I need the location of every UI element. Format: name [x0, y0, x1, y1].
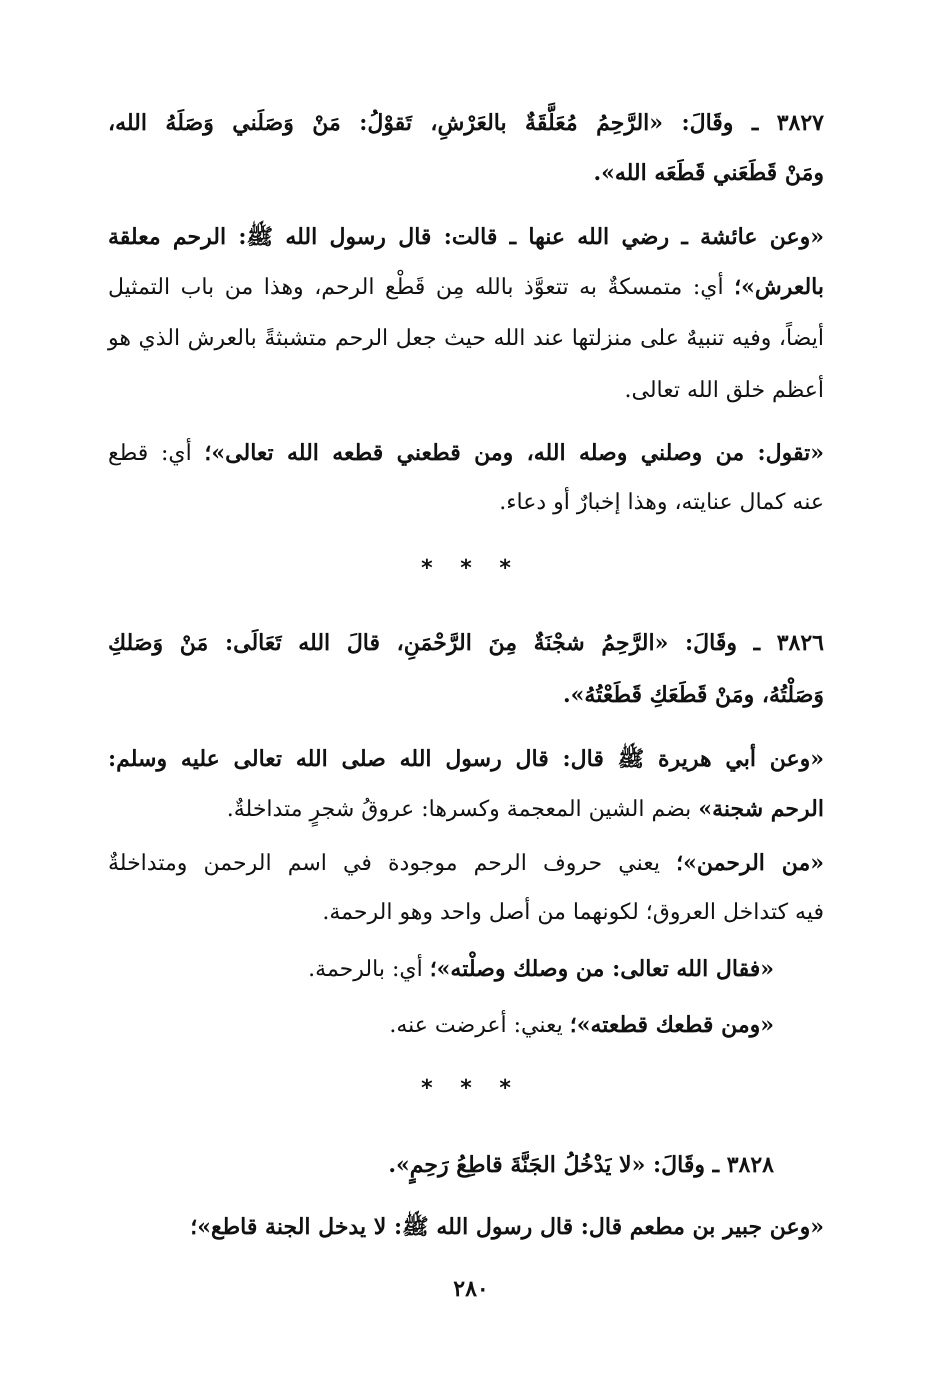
commentary-text: أي: متمسكةٌ به تتعوَّذ بالله مِن قَطْع الرحم، وهذا من باب التمثيل: [108, 275, 735, 300]
hadith-3826-sharh3-line: [308, 954, 774, 985]
quoted-phrase: «من الرحمن»؛: [676, 850, 824, 876]
hadith-3828-sharh-line: «وعن جبير بن مطعم قال: قال رسول الله ﷺ: لا يدخل الجنة قاطع»؛: [190, 1214, 824, 1240]
commentary-text: يعني: أعرضت عنه.: [389, 1013, 570, 1038]
page-number: ٢٨٠: [453, 1276, 489, 1302]
quoted-phrase: «فقال الله تعالى: من وصلك وصلْته»؛: [429, 956, 774, 982]
hadith-3827-sharh2-line-2: عنه كمال عنايته، وهذا إخبارٌ أو دعاء.: [499, 490, 824, 515]
hadith-3826-sharh-line-2: [227, 794, 824, 825]
hadith-3827-sharh-line-3: أيضاً، وفيه تنبيهٌ على منزلتها عند الله حيث جعل الرحم متشبثةً بالعرش الذي هو: [108, 326, 824, 351]
hadith-3827-matn-line-2: ومَنْ قَطَعَني قَطَعَه الله».: [593, 160, 824, 186]
commentary-text: أي: قطع: [108, 441, 205, 466]
quoted-phrase: الرحم شجنة»: [698, 796, 824, 822]
quoted-phrase: «ومن قطعك قطعته»؛: [569, 1012, 774, 1038]
quoted-phrase: «تقول: من وصلني وصله الله، ومن قطعني قطعه الله تعالى»؛: [204, 440, 824, 466]
hadith-3826-sharh4-line: [389, 1010, 774, 1041]
commentary-text: أي: بالرحمة.: [308, 957, 430, 982]
commentary-text: يعني حروف الرحم موجودة في اسم الرحمن ومتداخلةٌ: [108, 851, 677, 876]
hadith-3826-sharh-line-1: «وعن أبي هريرة ﷺ قال: قال رسول الله صلى الله تعالى عليه وسلم:: [108, 746, 824, 772]
hadith-3826-sharh2-line-1: [108, 848, 824, 879]
hadith-3827-sharh-line-4: أعظم خلق الله تعالى.: [624, 378, 824, 403]
hadith-3827-sharh2-line-1: [108, 438, 824, 469]
section-separator: * * *: [421, 556, 521, 581]
hadith-3826-matn-line-2: وَصَلْتُهُ، ومَنْ قَطَعَكِ قَطَعْتُهُ».: [563, 682, 824, 708]
hadith-3827-sharh-line-2: [108, 272, 824, 303]
commentary-text: بضم الشين المعجمة وكسرها: عروقُ شجرٍ متداخلةٌ.: [226, 797, 699, 822]
section-separator: * * *: [421, 1076, 521, 1101]
hadith-3826-sharh2-line-2: فيه كتداخل العروق؛ لكونهما من أصل واحد وهو الرحمة.: [322, 900, 824, 925]
hadith-3827-matn-line-1: ٣٨٢٧ ـ وقَالَ: «الرَّحِمُ مُعَلَّقَةٌ بالعَرْشِ، تَقوْلُ: مَنْ وَصَلَني وَصَلَهُ الله،: [108, 110, 824, 136]
quoted-phrase: بالعرش»؛: [734, 274, 824, 300]
hadith-3827-sharh-line-1: «وعن عائشة ـ رضي الله عنها ـ قالت: قال رسول الله ﷺ: الرحم معلقة: [108, 224, 824, 250]
hadith-3828-matn-line: ٣٨٢٨ ـ وقَالَ: «لا يَدْخُلُ الجَنَّةَ قاطِعُ رَحِمٍ».: [388, 1152, 774, 1178]
hadith-3826-matn-line-1: ٣٨٢٦ ـ وقَالَ: «الرَّحِمُ شجْنَةٌ مِنَ الرَّحْمَنِ، قالَ الله تَعَالَى: مَنْ وَصَلكِ: [108, 630, 824, 656]
